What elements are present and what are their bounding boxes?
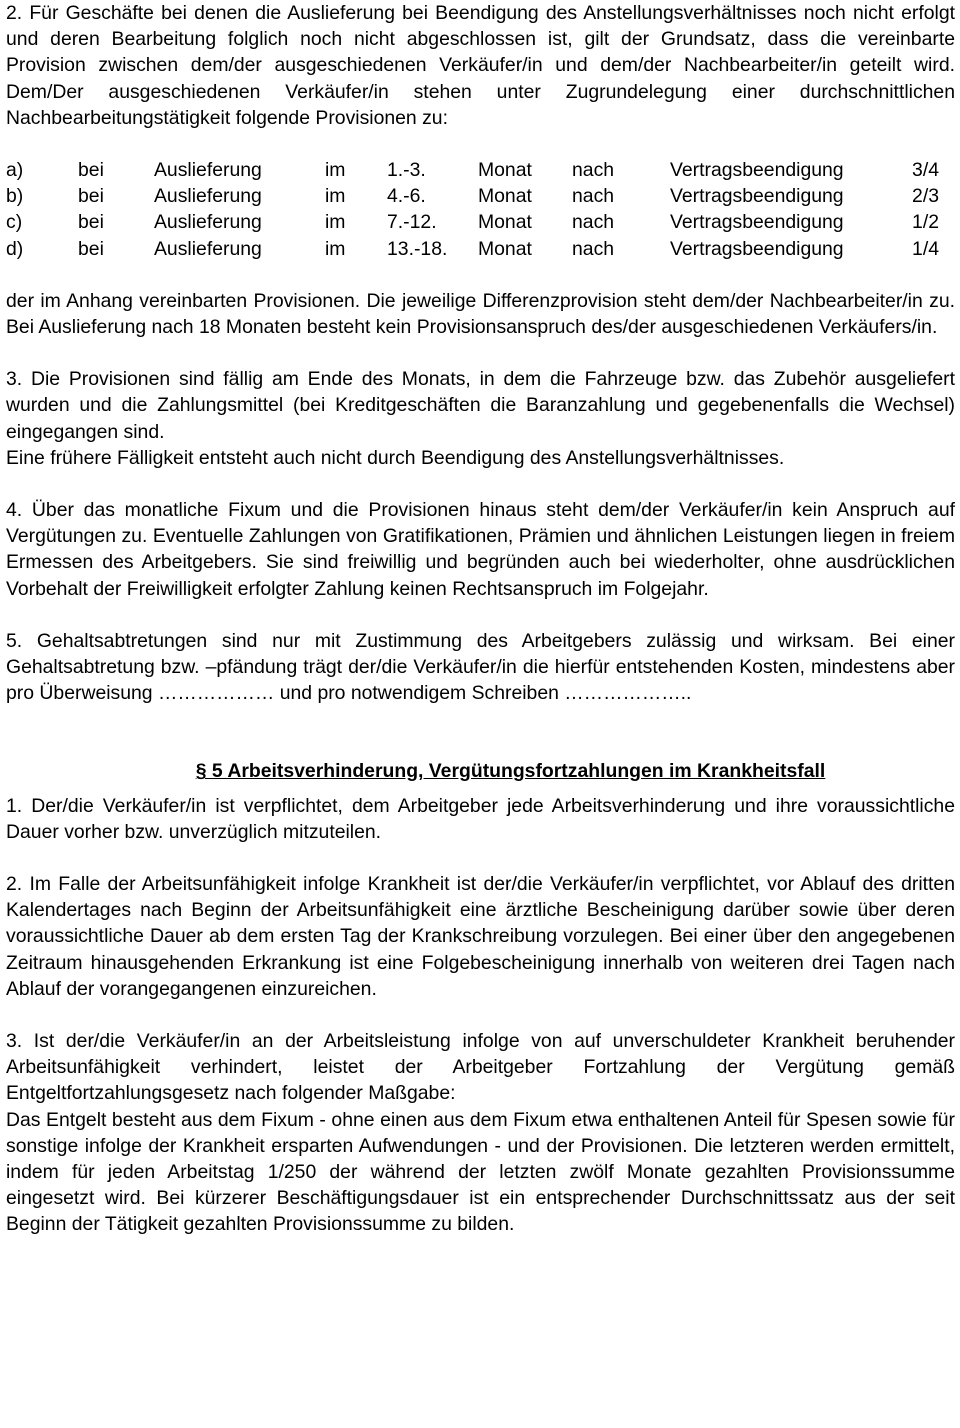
row-letter: b) bbox=[6, 185, 24, 208]
row-word: im bbox=[325, 237, 346, 260]
spacer bbox=[6, 340, 955, 366]
section-5-heading: § 5 Arbeitsverhinderung, Vergütungsfortzahlungen im Krankheitsfall bbox=[195, 760, 826, 783]
row-word: nach bbox=[572, 237, 615, 260]
commission-table bbox=[6, 157, 955, 262]
paragraph-4: 4. Über das monatliche Fixum und die Provisionen hinaus steht dem/der Verkäufer/in kein Anspruch auf Vergütungen zu. Eventuelle Zahlungen von Gratifikationen, Prämien und ähnlichen Leistungen liegen in freiem Ermessen des Arbeitgebers. Sie sind freiwillig und begründen auch bei wiederholter, ohne ausdrücklichen Vorbehalt der Freiwilligkeit erfolgter Zahlung keinen Rechtsanspruch im Folgejahr. bbox=[6, 498, 955, 600]
row-word: im bbox=[325, 185, 346, 208]
row-letter: c) bbox=[6, 211, 23, 234]
spacer bbox=[6, 471, 955, 497]
row-word: im bbox=[325, 211, 346, 234]
row-word: bei bbox=[78, 185, 104, 208]
spacer bbox=[6, 131, 955, 157]
row-word: Vertragsbeendigung bbox=[670, 159, 844, 182]
row-word: Vertragsbeendigung bbox=[670, 185, 844, 208]
row-share: 3/4 bbox=[912, 159, 939, 182]
row-word: nach bbox=[572, 159, 615, 182]
row-word: Monat bbox=[478, 159, 532, 182]
commission-row-c bbox=[6, 209, 955, 235]
row-word: bei bbox=[78, 211, 104, 234]
row-word: nach bbox=[572, 185, 615, 208]
section-5-paragraph-3: 3. Ist der/die Verkäufer/in an der Arbeitsleistung infolge von auf unverschuldeter Krankheit beruhender Arbeitsunfähigkeit verhindert, leistet der Arbeitgeber Fortzahlung der Vergütung gemäß Entgeltfortzahlungsgesetz nach folgender Maßgabe: bbox=[6, 1030, 955, 1105]
row-word: im bbox=[325, 159, 346, 182]
row-word: Auslieferung bbox=[154, 237, 262, 260]
row-letter: a) bbox=[6, 159, 24, 182]
row-month-range: 4.-6. bbox=[387, 185, 426, 208]
commission-row-a bbox=[6, 157, 955, 183]
row-month-range: 13.-18. bbox=[387, 237, 448, 260]
commission-row-b bbox=[6, 183, 955, 209]
section-5-paragraph-3-continued: Das Entgelt besteht aus dem Fixum - ohne einen aus dem Fixum etwa enthaltenen Anteil für Spesen sowie für sonstige infolge der Krankheit ersparten Aufwendungen - und der Provisionen. Die letzteren werden ermittelt, indem für jeden Arbeitstag 1/250 der während der letzten zwölf Monate gezahlten Provisionssumme eingesetzt wird. Bei kürzerer Beschäftigungsdauer ist ein entsprechender Durchschnittssatz aus der seit Beginn der Tätigkeit gezahlten Provisionssumme zu bilden. bbox=[6, 1108, 955, 1236]
commission-row-d bbox=[6, 236, 955, 262]
row-month-range: 1.-3. bbox=[387, 159, 426, 182]
paragraph-3-second-line: Eine frühere Fälligkeit entsteht auch nicht durch Beendigung des Anstellungsverhältnisses. bbox=[6, 446, 785, 469]
row-word: Monat bbox=[478, 237, 532, 260]
row-letter: d) bbox=[6, 237, 24, 260]
row-month-range: 7.-12. bbox=[387, 211, 437, 234]
spacer bbox=[6, 785, 955, 793]
paragraph-5: 5. Gehaltsabtretungen sind nur mit Zustimmung des Arbeitgebers zulässig und wirksam. Bei einer Gehaltsabtretung bzw. –pfändung trägt der/die Verkäufer/in die hierfür entstehenden Kosten, mindestens aber pro Überweisung ……………… und pro notwendigem Schreiben ……………….. bbox=[6, 629, 955, 705]
row-word: Vertragsbeendigung bbox=[670, 237, 844, 260]
section-5-paragraph-1: 1. Der/die Verkäufer/in ist verpflichtet, dem Arbeitgeber jede Arbeitsverhinderung und ihre voraussichtliche Dauer vorher bzw. unverzüglich mitzuteilen. bbox=[6, 794, 955, 843]
row-word: nach bbox=[572, 211, 615, 234]
spacer bbox=[6, 1002, 955, 1028]
row-word: Auslieferung bbox=[154, 159, 262, 182]
paragraph-3: 3. Die Provisionen sind fällig am Ende des Monats, in dem die Fahrzeuge bzw. das Zubehör ausgeliefert wurden und die Zahlungsmittel (bei Kreditgeschäften die Baranzahlung und gegebenenfalls die Wechsel) eingegangen sind. bbox=[6, 368, 955, 443]
row-word: Monat bbox=[478, 185, 532, 208]
paragraph-2-continued: der im Anhang vereinbarten Provisionen. Die jeweilige Differenzprovision steht dem/der Nachbearbeiter/in zu. Bei Auslieferung nach 18 Monaten besteht kein Provisionsanspruch des/der ausgeschiedenen Verkäufers/in. bbox=[6, 289, 955, 338]
spacer bbox=[6, 845, 955, 871]
row-share: 1/4 bbox=[912, 237, 939, 260]
section-5-paragraph-2: 2. Im Falle der Arbeitsunfähigkeit infolge Krankheit ist der/die Verkäufer/in verpflichtet, vor Ablauf des dritten Kalendertages nach Beginn der Arbeitsunfähigkeit eine ärztliche Bescheinigung darüber sowie über deren voraussichtliche Dauer ab dem ersten Tag der Krankschreibung vorzulegen. Bei einer über den angegebenen Zeitraum hinausgehenden Erkrankung ist eine Folgebescheinigung innerhalb von weiteren drei Tagen nach Ablauf der vorangegangenen einzureichen. bbox=[6, 873, 955, 1000]
spacer bbox=[6, 262, 955, 288]
row-word: Auslieferung bbox=[154, 211, 262, 234]
row-word: bei bbox=[78, 159, 104, 182]
row-word: Vertragsbeendigung bbox=[670, 211, 844, 234]
spacer bbox=[6, 602, 955, 628]
row-share: 1/2 bbox=[912, 211, 939, 234]
spacer bbox=[6, 706, 955, 758]
paragraph-2: 2. Für Geschäfte bei denen die Auslieferung bei Beendigung des Anstellungsverhältnisses noch nicht erfolgt und deren Bearbeitung folglich noch nicht abgeschlossen ist, gilt der Grundsatz, dass die vereinbarte Provision zwischen dem/der ausgeschiedenen Verkäufer/in und dem/der Nachbearbeiter/in geteilt wird. Dem/Der ausgeschiedenen Verkäufer/in stehen unter Zugrundelegung einer durchschnittlichen Nachbearbeitungstätigkeit folgende Provisionen zu: bbox=[6, 2, 955, 129]
row-word: Monat bbox=[478, 211, 532, 234]
row-word: Auslieferung bbox=[154, 185, 262, 208]
row-word: bei bbox=[78, 237, 104, 260]
row-share: 2/3 bbox=[912, 185, 939, 208]
